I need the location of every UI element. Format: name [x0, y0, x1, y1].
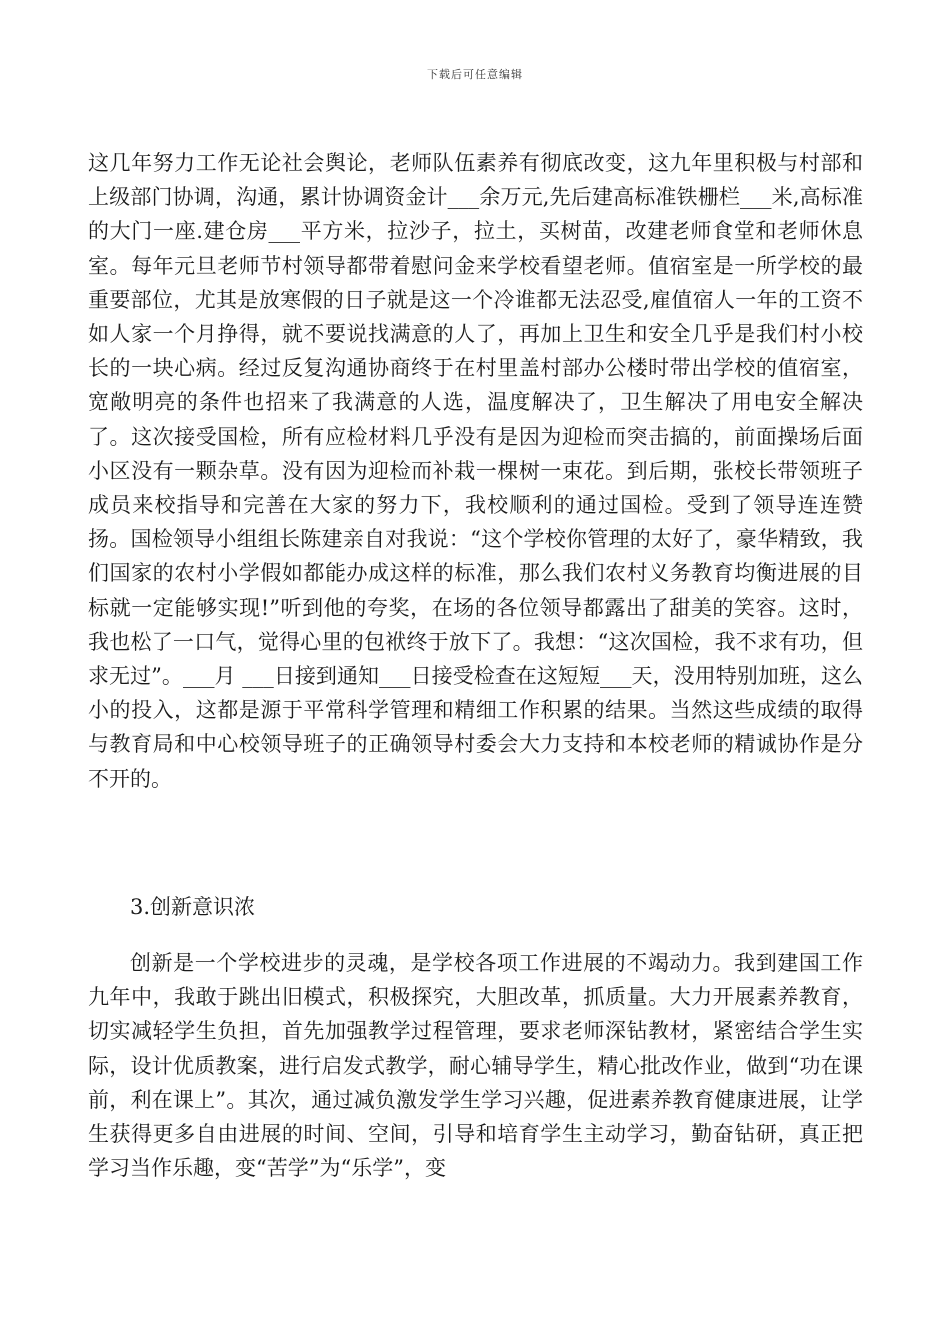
section-heading: 3.创新意识浓	[130, 895, 256, 919]
paragraph-innovation: 创新是一个学校进步的灵魂，是学校各项工作进展的不竭动力。我到建国工作九年中，我敢于跳出旧模式，积极探究，大胆改革，抓质量。大力开展素养教育，切实减轻学生负担，首先加强教学过程管理，要求老师深钻教材，紧密结合学生实际，设计优质教案，进行启发式教学，耐心辅导学生，精心批改作业，做到“功在课前，利在课上”。其次，通过减负激发学生学习兴趣，促进素养教育健康进展，让学生获得更多自由进展的时间、空间，引导和培育学生主动学习，勤奋钻研，真正把学习当作乐趣，变“苦学”为“乐学”，变	[88, 951, 863, 1181]
body-text	[88, 146, 863, 864]
paragraph-facilities: 这几年努力工作无论社会舆论，老师队伍素养有彻底改变，这九年里积极与村部和上级部门协调，沟通，累计协调资金计___余万元,先后建高标准铁栅栏___米,高标准的大门一座.建仓房___平方米，拉沙子，拉土，买树苗，改建老师食堂和老师休息室。每年元旦老师节村领导都带着慰问金来学校看望老师。值宿室是一所学校的最重要部位，尤其是放寒假的日子就是这一个冷谁都无法忍受,雇值宿人一年的工资不如人家一个月挣得，就不要说找满意的人了，再加上卫生和安全几乎是我们村小校长的一块心病。经过反复沟通协商终于在村里盖村部办公楼时带出学校的值宿室，宽敞明亮的条件也招来了我满意的人选，温度解决了，卫生解决了用电安全解决了。这次接受国检，所有应检材料几乎没有是因为迎检而突击搞的，前面操场后面小区没有一颗杂草。没有因为迎检而补栽一棵树一束花。到后期，张校长带领班子成员来校指导和完善在大家的努力下，我校顺利的通过国检。受到了领导连连赞扬。国检领导小组组长陈建亲自对我说：“这个学校你管理的太好了，豪华精致，我们国家的农村小学假如都能办成这样的标准，那么我们农村义务教育均衡进展的目标就一定能够实现!”听到他的夸奖，在场的各位领导都露出了甜美的笑容。这时，我也松了一口气，觉得心里的包袱终于放下了。我想：“这次国检，我不求有功，但求无过”。___月 ___日接到通知___日接受检查在这短短___天，没用特别加班，这么小的投入，这都是源于平常科学管理和精细工作积累的结果。当然这些成绩的取得与教育局和中心校领导班子的正确领导村委会大力支持和本校老师的精诚协作是分不开的。	[88, 151, 863, 791]
page-header: 下载后可任意编辑	[427, 68, 523, 81]
